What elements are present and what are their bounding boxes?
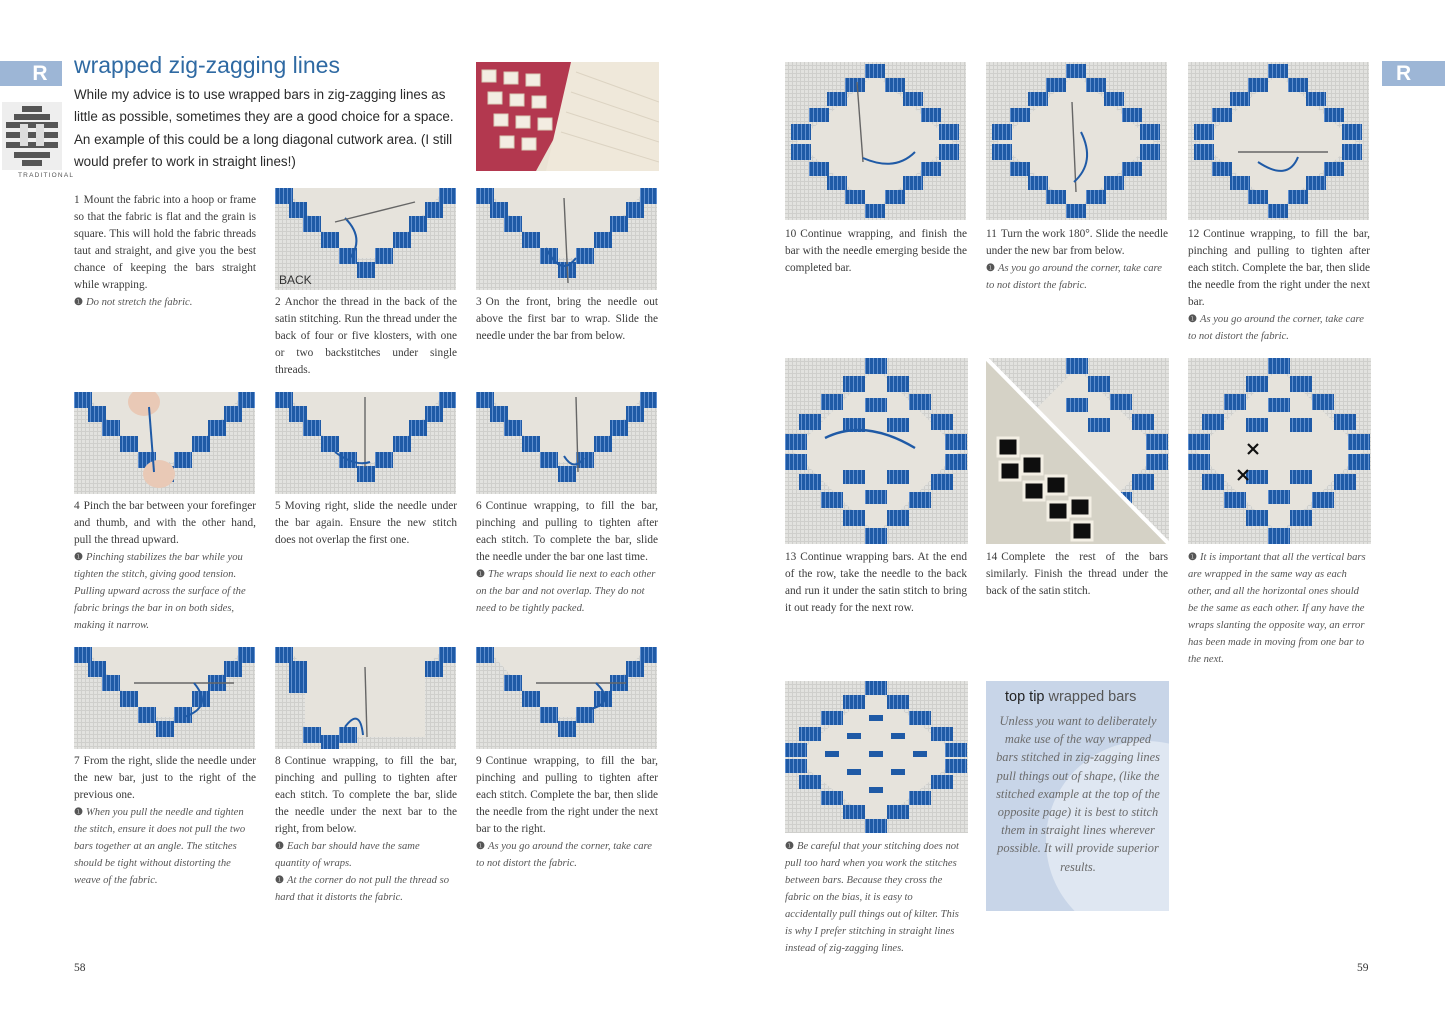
step-12-figure	[1188, 62, 1369, 220]
step-text: Continue wrapping, to fill the bar, pinching and pulling to tighten after each stitch. Complete the bar, then slide the needle from the right under the next bar to the right.	[476, 755, 658, 835]
step-tip-2	[275, 872, 457, 906]
bias-figure	[785, 681, 968, 833]
tip-text: Be careful that your stitching does not pull too hard when you work the stitches between bars. Because they cross the fabric on the bias, it is easy to accidentally pull things out of kilter. This is why I prefer stitching in straight lines instead of zig-zagging lines.	[785, 841, 959, 954]
chapter-tab-letter: R	[32, 62, 48, 85]
tip-text: Pinching stabilizes the bar while you tighten the stitch, giving good tension. Pulling upward across the surface of the fabric brings the bar in on both sides, making it narrow.	[74, 552, 246, 631]
tip-bullet-icon: ❶	[476, 569, 485, 580]
wrap-direction-figure	[1188, 358, 1371, 544]
tip-bullet-icon: ❶	[74, 807, 83, 818]
chapter-tab-right	[1382, 61, 1445, 86]
step-tip	[986, 260, 1168, 294]
step-text: Continue wrapping, and finish the bar with the needle emerging beside the completed bar.	[785, 228, 967, 274]
step-text: Moving right, slide the needle under the bar again. Ensure the new stitch does not overlap the first one.	[275, 500, 457, 546]
top-tip-body: Unless you want to deliberately make use of the way wrapped bars stitched in zig-zagging lines pull things out of shape, (like the stitched example at the top of the opposite page) it is best to stitch them in straight lines wherever possible. It will provide superior results.	[996, 714, 1160, 874]
step-number: 1	[74, 194, 80, 206]
step-4-figure	[74, 392, 255, 494]
tip-text: As you go around the corner, take care to not distort the fabric.	[476, 841, 652, 869]
step-14-caption	[986, 549, 1168, 600]
step-10-caption	[785, 226, 967, 277]
step-7-caption	[74, 753, 256, 889]
tip-text: At the corner do not pull the thread so hard that it distorts the fabric.	[275, 875, 449, 903]
page-number-right: 59	[1357, 962, 1369, 974]
tip-bullet-icon: ❶	[1188, 314, 1197, 325]
step-number: 3	[476, 296, 482, 308]
step-text: Anchor the thread in the back of the satin stitching. Run the thread under the back of four or five klosters, with one or two backstitches under single threads.	[275, 296, 457, 376]
step-text: From the right, slide the needle under the new bar, just to the right of the previous one.	[74, 755, 256, 801]
step-12-caption	[1188, 226, 1370, 345]
step-9-figure	[476, 647, 657, 749]
step-number: 6	[476, 500, 482, 512]
step-5-figure	[275, 392, 456, 494]
step-8-figure	[275, 647, 456, 749]
step-7-figure	[74, 647, 255, 749]
step-number: 4	[74, 500, 80, 512]
step-text: Complete the rest of the bars similarly. Finish the thread under the back of the satin stitch.	[986, 551, 1168, 597]
step-tip	[74, 549, 256, 634]
tip-bullet-icon: ❶	[74, 297, 83, 308]
chapter-tab-letter: R	[1396, 62, 1412, 85]
top-tip-heading	[1005, 689, 1136, 705]
step-number: 10	[785, 228, 797, 240]
step-tip	[74, 804, 256, 889]
stitched-example-photo	[476, 62, 659, 171]
tip-bullet-icon: ❶	[1188, 552, 1197, 563]
step-tip	[476, 838, 658, 872]
step-text: Turn the work 180°. Slide the needle under the new bar from below.	[986, 228, 1168, 257]
step-6-caption	[476, 498, 658, 617]
tip-bullet-icon: ❶	[986, 263, 995, 274]
step-5-caption	[275, 498, 457, 549]
step-13-caption	[785, 549, 967, 617]
bias-note	[785, 838, 967, 957]
step-number: 8	[275, 755, 281, 767]
step-text: Continue wrapping, to fill the bar, pinching and pulling to tighten after each stitch. To complete the bar, slide the needle under the next bar to the right, from below.	[275, 755, 457, 835]
page-number-left: 58	[74, 962, 86, 974]
step-10-figure	[785, 62, 966, 220]
step-1-caption	[74, 192, 256, 311]
step-11-caption	[986, 226, 1168, 294]
step-text: Pinch the bar between your forefinger and thumb, and with the other hand, pull the thread upward.	[74, 500, 256, 546]
wrap-direction-note	[1188, 549, 1370, 668]
top-tip-label: top tip	[1005, 689, 1045, 705]
step-text: Continue wrapping bars. At the end of the row, take the needle to the back and run it under the satin stitch to bring it out ready for the next row.	[785, 551, 967, 614]
tip-text: When you pull the needle and tighten the stitch, ensure it does not pull the two bars together at an angle. The stitches should be tight without distorting the weave of the fabric.	[74, 807, 246, 886]
tip-text: Do not stretch the fabric.	[85, 297, 193, 308]
step-2-caption	[275, 294, 457, 379]
step-number: 9	[476, 755, 482, 767]
tip-text: As you go around the corner, take care to not distort the fabric.	[1188, 314, 1364, 342]
step-number: 5	[275, 500, 281, 512]
top-tip-title: wrapped bars	[1048, 689, 1137, 705]
intro-text: While my advice is to use wrapped bars in zig-zagging lines as little as possible, sometimes they are a good choice for a space. An example of this could be a long diagonal cutwork area. (I still would prefer to work in straight lines!)	[74, 87, 454, 169]
step-6-figure	[476, 392, 657, 494]
tip-bullet-icon: ❶	[785, 841, 794, 852]
step-9-caption	[476, 753, 658, 872]
step-tip	[1188, 549, 1370, 668]
step-14-figure	[986, 358, 1169, 544]
step-tip	[785, 838, 967, 957]
step-number: 13	[785, 551, 797, 563]
step-tip	[1188, 311, 1370, 345]
step-4-caption	[74, 498, 256, 634]
step-text: Continue wrapping, to fill the bar, pinching and pulling to tighten after each stitch. Complete the bar, then slide the needle from the right under the next bar.	[1188, 228, 1370, 308]
back-label: BACK	[279, 273, 312, 287]
step-11-figure	[986, 62, 1167, 220]
page-title: wrapped zig-zagging lines	[74, 52, 340, 78]
step-text: On the front, bring the needle out above the first bar to wrap. Slide the needle under the bar from below.	[476, 296, 658, 342]
step-tip	[275, 838, 457, 872]
tip-text: It is important that all the vertical bars are wrapped in the same way as each other, and all the horizontal ones should be the same as each other. If any have the wraps slanting the opposite way, an error has been made in moving from one bar to the next.	[1188, 552, 1366, 665]
section-label: TRADITIONAL	[18, 172, 75, 179]
step-number: 14	[986, 551, 998, 563]
top-tip-box	[986, 681, 1169, 911]
tip-bullet-icon: ❶	[74, 552, 83, 563]
step-3-caption	[476, 294, 658, 345]
step-2-figure	[275, 188, 456, 290]
tip-text: The wraps should lie next to each other on the bar and not overlap. They do not need to be tightly packed.	[476, 569, 656, 614]
tip-bullet-icon: ❶	[275, 841, 284, 852]
tip-text: Each bar should have the same quantity of wraps.	[275, 841, 420, 869]
step-tip	[476, 566, 658, 617]
chapter-tab-left	[0, 61, 62, 86]
step-8-caption	[275, 753, 457, 906]
step-3-figure	[476, 188, 657, 290]
step-text: Continue wrapping, to fill the bar, pinching and pulling to tighten after each stitch. To complete the bar, slide the needle under the bar one last time.	[476, 500, 658, 563]
step-number: 12	[1188, 228, 1200, 240]
step-text: Mount the fabric into a hoop or frame so that the fabric is flat and the grain is square. This will hold the fabric threads taut and straight, and give you the best chance of keeping the bars straight while wrapping.	[74, 194, 256, 291]
step-number: 2	[275, 296, 281, 308]
traditional-thumbnail	[2, 102, 62, 170]
tip-bullet-icon: ❶	[476, 841, 485, 852]
step-number: 7	[74, 755, 80, 767]
step-number: 11	[986, 228, 997, 240]
tip-text: As you go around the corner, take care to not distort the fabric.	[986, 263, 1162, 291]
tip-bullet-icon: ❶	[275, 875, 284, 886]
step-tip	[74, 294, 256, 311]
step-13-figure	[785, 358, 968, 544]
